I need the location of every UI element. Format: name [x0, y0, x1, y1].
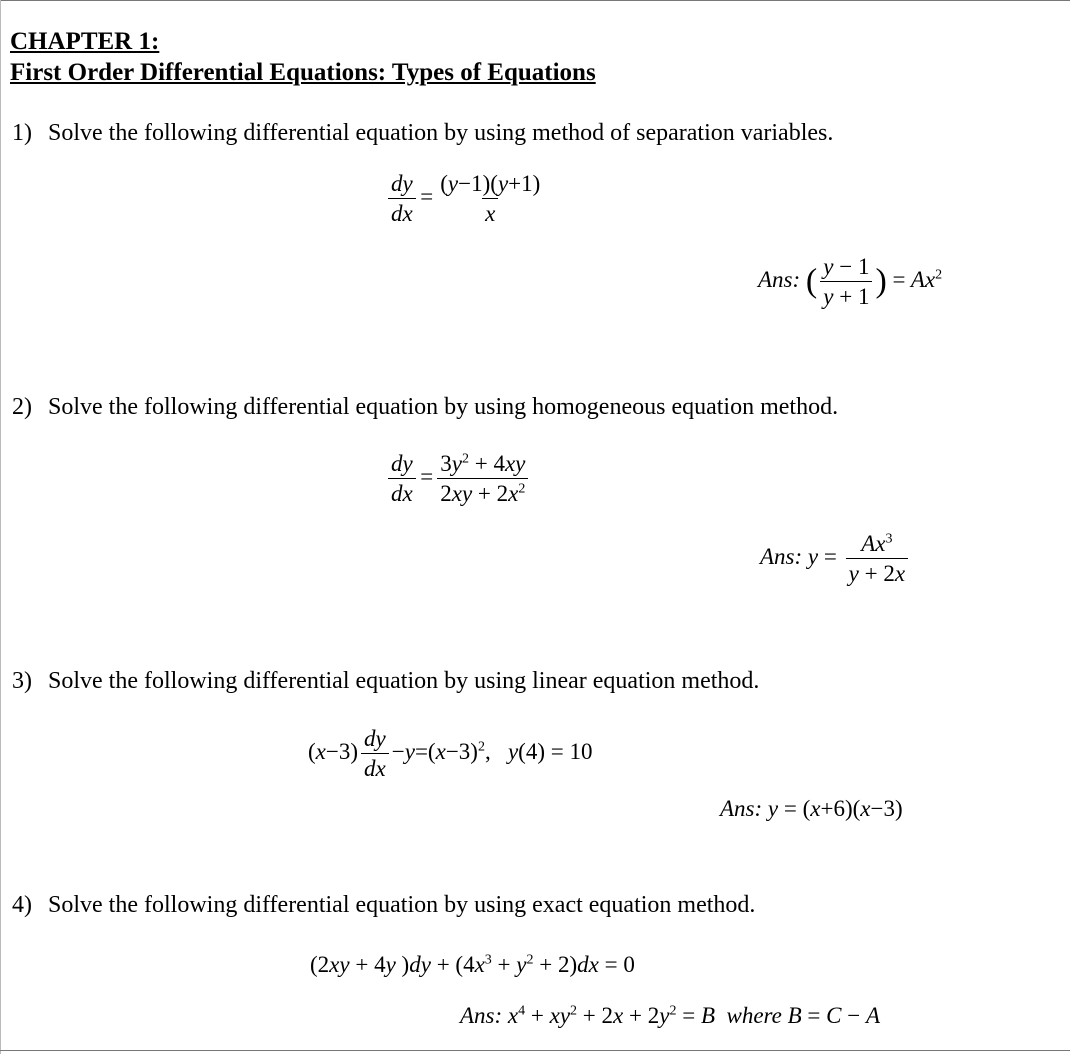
question-4	[12, 890, 755, 920]
answer-2: Ans: y = $\frac{Ax^3}{y + 2x}$	[760, 532, 911, 585]
answer-label: Ans:	[758, 266, 801, 292]
question-1	[12, 118, 833, 148]
question-text: Solve the following differential equation by using exact equation method.	[48, 892, 756, 918]
answer-3: Ans: y = (x+6)(x−3)	[720, 796, 903, 821]
equation-3: (x−3) $\frac{dy}{dx}$ $-y=(x-3)^2$, y(4) = 10	[308, 726, 593, 781]
equation-2: $\frac{dy}{dx}$ = $\frac{3y^2 + 4xy}{2xy + 2x^2}$	[385, 452, 531, 505]
chapter-heading: CHAPTER 1:	[10, 28, 160, 55]
question-number: 1)	[12, 120, 32, 146]
answer-label: Ans:	[720, 796, 763, 821]
question-number: 4)	[12, 892, 32, 918]
question-text: Solve the following differential equation by using method of separation variables.	[48, 120, 834, 146]
question-3	[12, 666, 759, 696]
answer-label: Ans:	[460, 1003, 503, 1028]
equation-1: $\frac{dy}{dx}$ = $\frac{(y-1)(y+1)}{x}$	[385, 172, 546, 225]
question-text: Solve the following differential equation by using homogeneous equation method.	[48, 394, 839, 420]
answer-label: Ans:	[760, 543, 803, 569]
question-text: Solve the following differential equation by using linear equation method.	[48, 668, 760, 694]
question-number: 3)	[12, 668, 32, 694]
top-rule	[0, 0, 1070, 1]
bottom-rule	[0, 1050, 1070, 1051]
equation-4: (2xy + 4y )$dy + (4x^3 + y^2 + 2)dx = 0$	[310, 952, 635, 977]
question-2	[12, 392, 838, 422]
left-rule	[0, 0, 1, 1054]
answer-4: Ans: $x^4 + xy^2 + 2x + 2y^2 = B$ where B = C − A	[460, 1003, 881, 1028]
question-number: 2)	[12, 394, 32, 420]
chapter-subtitle: First Order Differential Equations: Types of Equations	[10, 59, 596, 86]
answer-1: Ans: ( $\frac{y - 1}{y + 1}$ ) = $Ax^2$	[758, 254, 943, 309]
